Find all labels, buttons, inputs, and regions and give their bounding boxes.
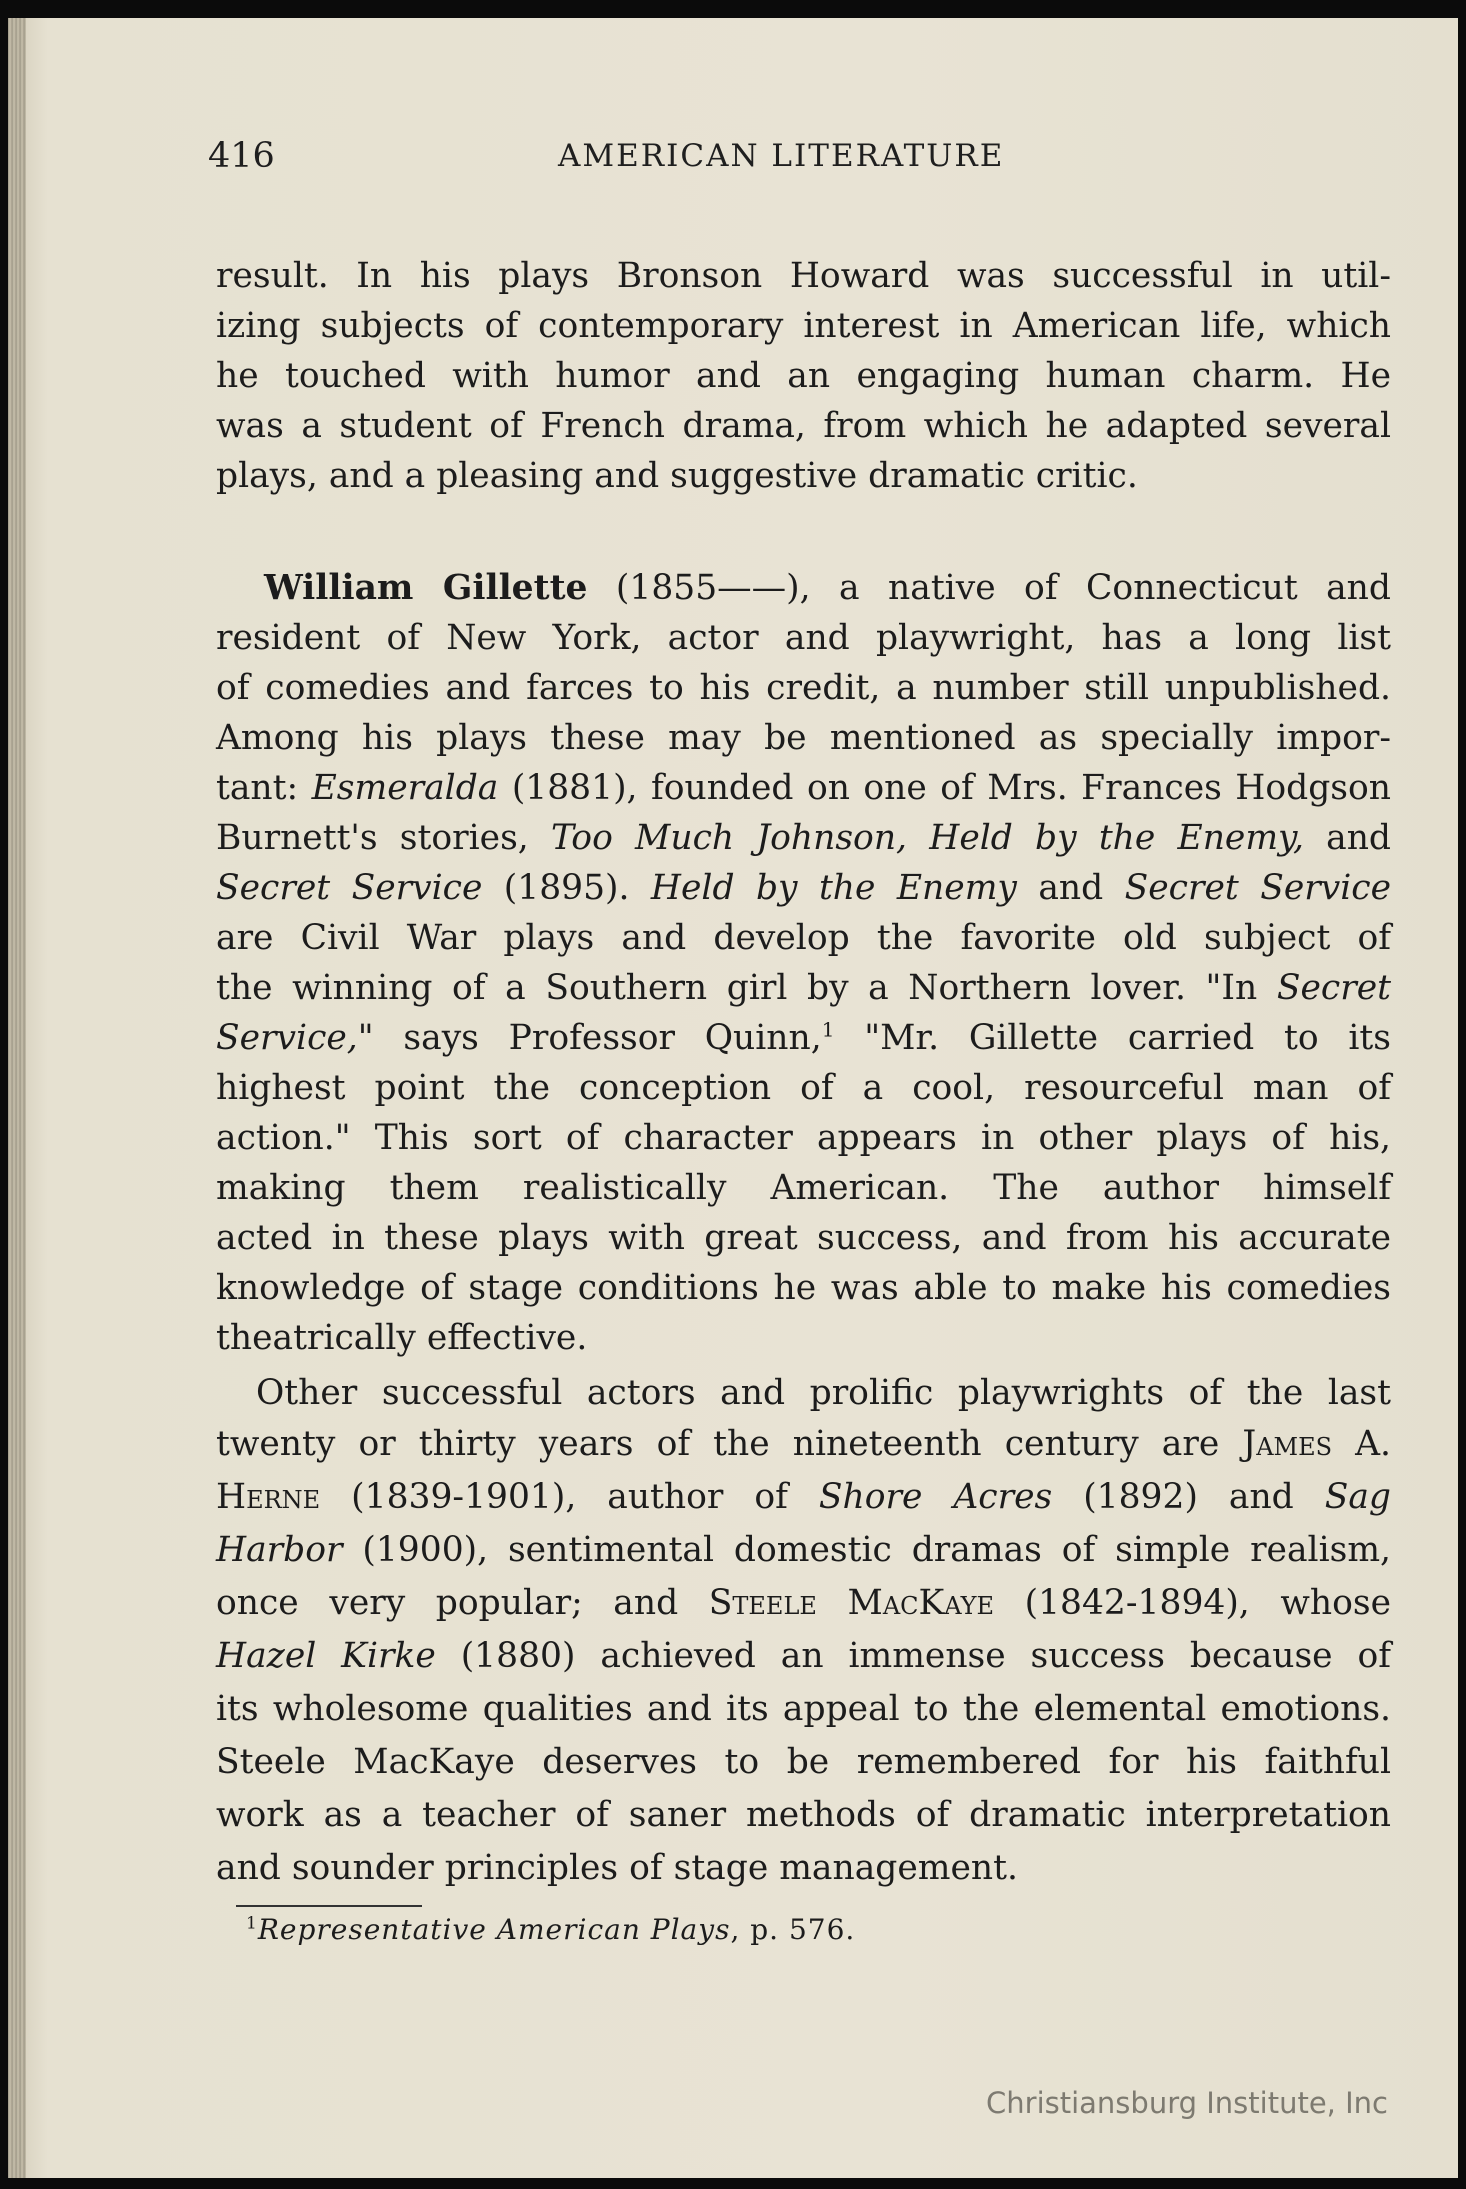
play-title: Sag bbox=[1324, 1477, 1392, 1517]
footnote-reference: 1 bbox=[821, 1017, 835, 1042]
book-page bbox=[8, 18, 1458, 2178]
text-line: are Civil War plays and develop the favorite old subject of bbox=[216, 918, 1391, 958]
paragraph-bronson-howard bbox=[216, 251, 1391, 501]
play-title: Service," bbox=[216, 1018, 374, 1058]
text-line: theatrically effective. bbox=[216, 1318, 588, 1358]
text-line: William Gillette (1855——), a native of Connecticut and bbox=[264, 568, 1391, 608]
footnote-mark: 1 bbox=[246, 1913, 258, 1934]
text-line: the winning of a Southern girl by a Northern lover. "In Secret bbox=[216, 968, 1391, 1008]
author-name-herne: Herne bbox=[216, 1477, 321, 1517]
author-name-herne: James A. bbox=[1242, 1424, 1392, 1464]
page-number: 416 bbox=[208, 136, 275, 176]
play-title: Too Much Johnson, bbox=[550, 818, 908, 858]
author-name-mackaye: Steele MacKaye bbox=[708, 1583, 995, 1623]
text-line: he touched with humor and an engaging human charm. He bbox=[216, 356, 1391, 396]
text-line: its wholesome qualities and its appeal to the elemental emotions. bbox=[216, 1689, 1391, 1729]
text-line: of comedies and farces to his credit, a number still unpublished. bbox=[216, 668, 1391, 708]
text-line: twenty or thirty years of the nineteenth century are James A. bbox=[216, 1424, 1392, 1464]
play-title: Secret bbox=[1276, 968, 1391, 1008]
text-line: izing subjects of contemporary interest in American life, which bbox=[216, 306, 1391, 346]
text-line: Burnett's stories, Too Much Johnson, Held by the Enemy, and bbox=[216, 818, 1392, 858]
text-line: plays, and a pleasing and suggestive dramatic critic. bbox=[216, 456, 1138, 496]
footnote-title: Representative American Plays bbox=[257, 1913, 731, 1946]
text-line: result. In his plays Bronson Howard was successful in util- bbox=[216, 256, 1391, 296]
text-line: Harbor (1900), sentimental domestic dramas of simple realism, bbox=[216, 1530, 1391, 1570]
text-line: Hazel Kirke (1880) achieved an immense success because of bbox=[216, 1636, 1392, 1676]
text-line: making them realistically American. The author himself bbox=[216, 1168, 1391, 1208]
text-line: Secret Service (1895). Held by the Enemy and Secret Service bbox=[216, 868, 1391, 908]
watermark-text: Christiansburg Institute, Inc bbox=[986, 2086, 1388, 2120]
text-line: Service," says Professor Quinn,$^1$ "Mr. Gillette carried to its bbox=[216, 1017, 1391, 1058]
page-header bbox=[208, 136, 1393, 186]
footnote: $^1$Representative American Plays, p. 576. bbox=[246, 1913, 856, 1946]
paragraph-william-gillette bbox=[216, 563, 1391, 1363]
text-line: once very popular; and Steele MacKaye (1842-1894), whose bbox=[216, 1583, 1392, 1623]
text-line: action." This sort of character appears in other plays of his, bbox=[216, 1118, 1391, 1158]
text-line: Steele MacKaye deserves to be remembered for his faithful bbox=[216, 1742, 1391, 1782]
text-line: was a student of French drama, from which he adapted several bbox=[216, 406, 1391, 446]
running-title: AMERICAN LITERATURE bbox=[558, 138, 1005, 174]
play-title: Shore Acres bbox=[818, 1477, 1053, 1517]
text-line: Among his plays these may be mentioned as specially impor- bbox=[216, 718, 1391, 758]
play-title: Held by the Enemy bbox=[650, 868, 1017, 908]
play-title: Harbor bbox=[216, 1530, 343, 1570]
author-name-gillette: William Gillette bbox=[264, 568, 588, 608]
play-title: Hazel Kirke bbox=[216, 1636, 436, 1676]
text-line: work as a teacher of saner methods of dramatic interpretation bbox=[216, 1795, 1391, 1835]
text-line: acted in these plays with great success, and from his accurate bbox=[216, 1218, 1391, 1258]
text-line: resident of New York, actor and playwright, has a long list bbox=[216, 618, 1391, 658]
play-title: Secret Service bbox=[1124, 868, 1391, 908]
text-line: and sounder principles of stage management. bbox=[216, 1848, 1018, 1888]
paragraph-other-playwrights bbox=[216, 1368, 1391, 1895]
play-title: Held by the Enemy, bbox=[929, 818, 1304, 858]
play-title: Secret Service bbox=[216, 868, 483, 908]
text-line: Herne (1839-1901), author of Shore Acres (1892) and Sag bbox=[216, 1477, 1392, 1517]
play-title: Esmeralda bbox=[311, 768, 499, 808]
text-line: tant: Esmeralda (1881), founded on one of Mrs. Frances Hodgson bbox=[216, 768, 1392, 808]
text-line: knowledge of stage conditions he was able to make his comedies bbox=[216, 1268, 1391, 1308]
footnote-divider bbox=[236, 1905, 422, 1907]
page-spine-edge bbox=[8, 18, 26, 2178]
text-line: Other successful actors and prolific playwrights of the last bbox=[256, 1373, 1391, 1413]
text-line: highest point the conception of a cool, resourceful man of bbox=[216, 1068, 1391, 1108]
